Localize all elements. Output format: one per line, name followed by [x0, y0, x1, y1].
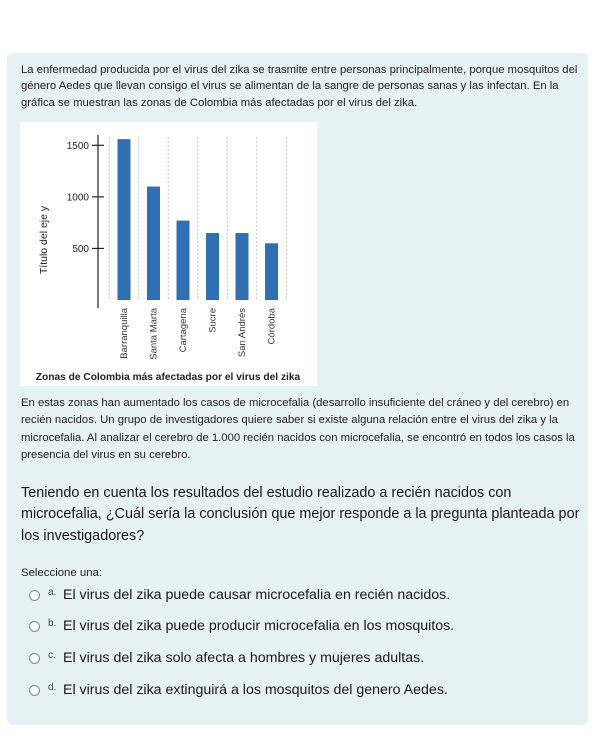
- y-axis-label: Título del eje y: [38, 205, 50, 275]
- category-label: Sucre: [207, 308, 219, 333]
- category-label: Córdoba: [266, 308, 278, 345]
- category-label: Santa Marta: [148, 308, 160, 360]
- x-axis-label: Zonas de Colombia más afectadas por el virus del zika: [35, 372, 301, 383]
- radio-button[interactable]: [29, 653, 40, 664]
- bar: [265, 243, 278, 300]
- y-tick-label: 500: [72, 243, 89, 255]
- option-text: El virus del zika puede causar microcefalia en recién nacidos.: [63, 587, 451, 603]
- option-c[interactable]: [29, 648, 424, 668]
- bar: [147, 187, 160, 300]
- bar: [206, 233, 219, 300]
- bar-chart: [20, 122, 317, 386]
- context-paragraph: En estas zonas han aumentado los casos de microcefalia (desarrollo insuficiente del cráneo y del cerebro) en recién nacidos. Un grupo de investigadores quiere saber si existe alguna relación entre el virus del zika y la microcefalia. Al analizar el cerebro de 1.000 recién nacidos con microcefalia, se encontró en todos los casos la presencia del virus en su cerebro.: [21, 397, 575, 461]
- y-tick-label: 1500: [66, 140, 89, 152]
- option-b[interactable]: [29, 616, 454, 636]
- option-text: El virus del zika puede producir microcefalia en los mosquitos.: [63, 618, 455, 634]
- y-tick-label: 1000: [66, 192, 89, 204]
- option-letter: b.: [48, 617, 57, 629]
- option-text: El virus del zika extinguirá a los mosquitos del genero Aedes.: [63, 682, 448, 698]
- category-label: Barranquilla: [119, 308, 130, 359]
- option-text: El virus del zika solo afecta a hombres y mujeres adultas.: [63, 650, 425, 666]
- question-card: [7, 53, 588, 725]
- option-letter: d.: [48, 681, 57, 693]
- bar: [236, 233, 249, 300]
- radio-button[interactable]: [29, 590, 40, 601]
- select-prompt: Seleccione una:: [21, 567, 103, 579]
- option-letter: c.: [48, 649, 56, 661]
- category-label: San Andrés: [237, 308, 248, 358]
- radio-button[interactable]: [29, 685, 40, 696]
- category-label: Cartagena: [178, 308, 189, 353]
- bar: [118, 139, 131, 300]
- option-letter: a.: [48, 586, 57, 598]
- intro-text: La enfermedad producida por el virus del zika se trasmite entre personas principalmente, porque mosquitos del género Aedes que llevan consigo el virus se alimentan de la sangre de personas sanas y las infectan. En la gráfica se muestran las zonas de Colombia más afectadas por el virus del zika.: [21, 64, 578, 109]
- radio-button[interactable]: [29, 621, 40, 632]
- bar: [177, 221, 190, 300]
- option-d[interactable]: [29, 680, 448, 700]
- option-a[interactable]: [29, 585, 450, 605]
- chart-svg: [20, 122, 317, 386]
- question-text: Teniendo en cuenta los resultados del estudio realizado a recién nacidos con microcefalia, ¿Cuál sería la conclusión que mejor responde a la pregunta planteada por los investigadores?: [21, 485, 580, 544]
